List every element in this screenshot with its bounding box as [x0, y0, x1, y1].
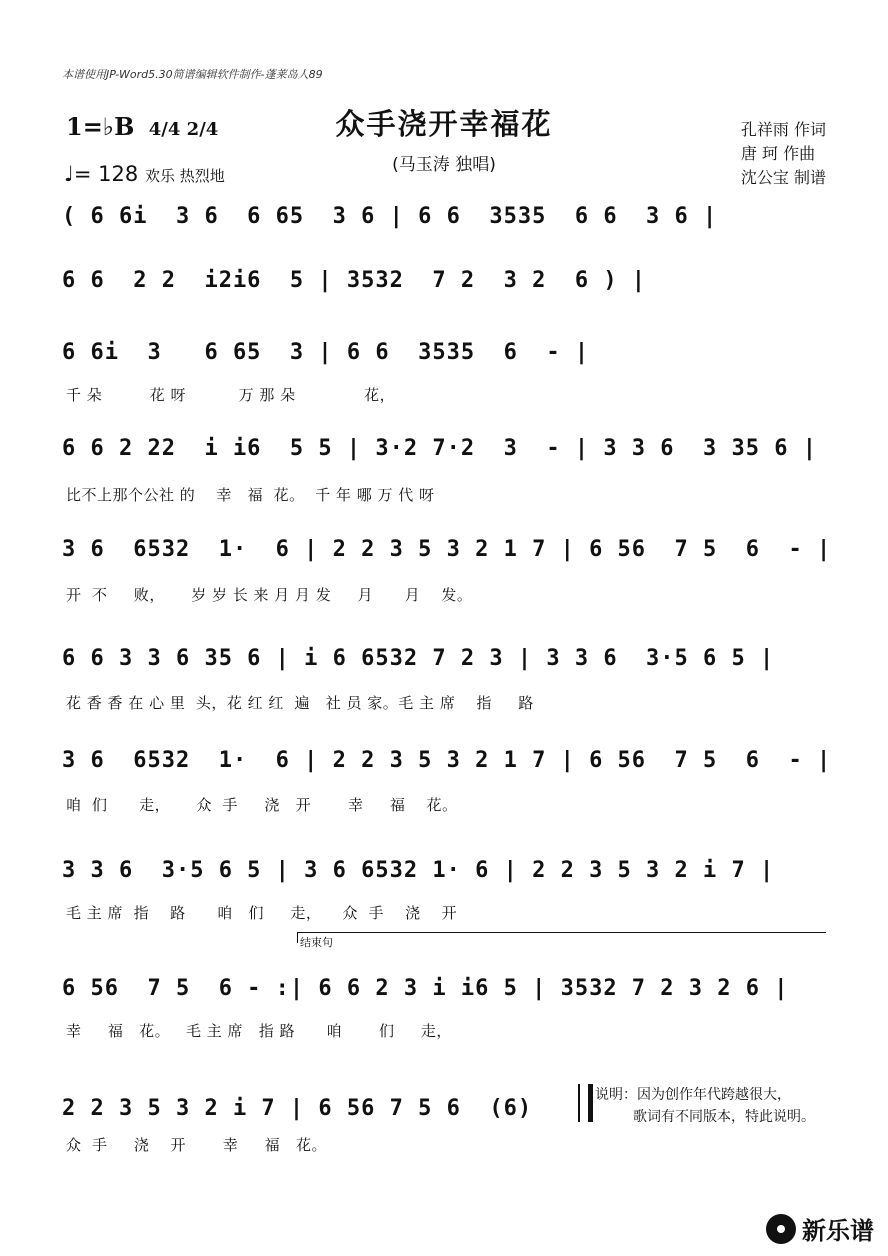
final-barline: [578, 1084, 593, 1122]
score-line-2: 6 6 2 2 i2i6 5 | 3532 7 2 3 2 6 ) |: [62, 268, 647, 293]
score-line-7: 3 6 6532 1· 6 | 2 2 3 5 3 2 1 7 | 6 56 7 5 6 - |: [62, 748, 832, 773]
score-line-5: 3 6 6532 1· 6 | 2 2 3 5 3 2 1 7 | 6 56 7 5 6 - |: [62, 537, 832, 562]
composer: 唐 珂 作曲: [740, 144, 816, 163]
key: 1=♭B: [66, 112, 135, 141]
lyric-line-4: 比不上那个公社 的 幸 福 花。 千 年 哪 万 代 呀: [66, 486, 435, 504]
ending-bracket: [297, 932, 826, 943]
tempo-style: 欢乐 热烈地: [144, 167, 225, 185]
transcriber: 沈公宝 制谱: [740, 168, 826, 187]
credits: [741, 118, 826, 190]
note-line-1: 说明：因为创作年代跨越很大，: [595, 1087, 791, 1103]
explanation-note: [595, 1084, 815, 1128]
software-note: 本谱使用JP-Word5.30简谱编辑软件制作-蓬莱岛人89: [62, 68, 323, 81]
score-line-10: 2 2 3 5 3 2 i 7 | 6 56 7 5 6 (6): [62, 1096, 533, 1121]
lyric-line-10: 众 手 浇 开 幸 福 花。: [66, 1136, 327, 1154]
record-icon: [766, 1214, 796, 1244]
lyric-line-7: 咱 们 走， 众 手 浇 开 幸 福 花。: [66, 796, 458, 814]
lyricist: 孔祥雨 作词: [740, 120, 826, 139]
ending-label: 结束句: [300, 936, 333, 949]
lyric-line-6: 花 香 香 在 心 里 头，花 红 红 遍 社 员 家。毛 主 席 指 路: [66, 694, 534, 712]
tempo-value: ♩= 128: [64, 162, 139, 186]
score-line-9: 6 56 7 5 6 - :| 6 6 2 3 i i6 5 | 3532 7 2 3 2 6 |: [62, 976, 789, 1001]
note-line-2: 歌词有不同版本，特此说明。: [633, 1109, 815, 1125]
score-line-8: 3 3 6 3·5 6 5 | 3 6 6532 1· 6 | 2 2 3 5 3 2 i 7 |: [62, 858, 775, 883]
score-line-3: 6 6i 3 6 65 3 | 6 6 3535 6 - |: [62, 340, 590, 365]
lyric-line-3: 千 朵 花 呀 万 那 朵 花，: [66, 386, 396, 404]
time-signature: 4/4 2/4: [148, 119, 219, 140]
key-signature: [66, 112, 218, 141]
site-logo: [766, 1211, 874, 1246]
score-line-4: 6 6 2 22 i i6 5 5 | 3·2 7·2 3 - | 3 3 6 3 35 6 |: [62, 436, 817, 461]
tempo: [64, 162, 225, 186]
score-line-6: 6 6 3 3 6 35 6 | i 6 6532 7 2 3 | 3 3 6 3·5 6 5 |: [62, 646, 775, 671]
song-title: 众手浇开幸福花: [335, 107, 553, 141]
score-line-1: ( 6 6i 3 6 6 65 3 6 | 6 6 3535 6 6 3 6 |: [62, 204, 718, 229]
lyric-line-8: 毛 主 席 指 路 咱 们 走， 众 手 浇 开: [66, 904, 458, 922]
logo-text: 新乐谱: [802, 1217, 874, 1245]
lyric-line-9: 幸 福 花。 毛 主 席 指 路 咱 们 走，: [66, 1022, 452, 1040]
singer-note: (马玉涛 独唱): [392, 155, 496, 175]
lyric-line-5: 开 不 败， 岁 岁 长 来 月 月 发 月 月 发。: [66, 586, 473, 604]
